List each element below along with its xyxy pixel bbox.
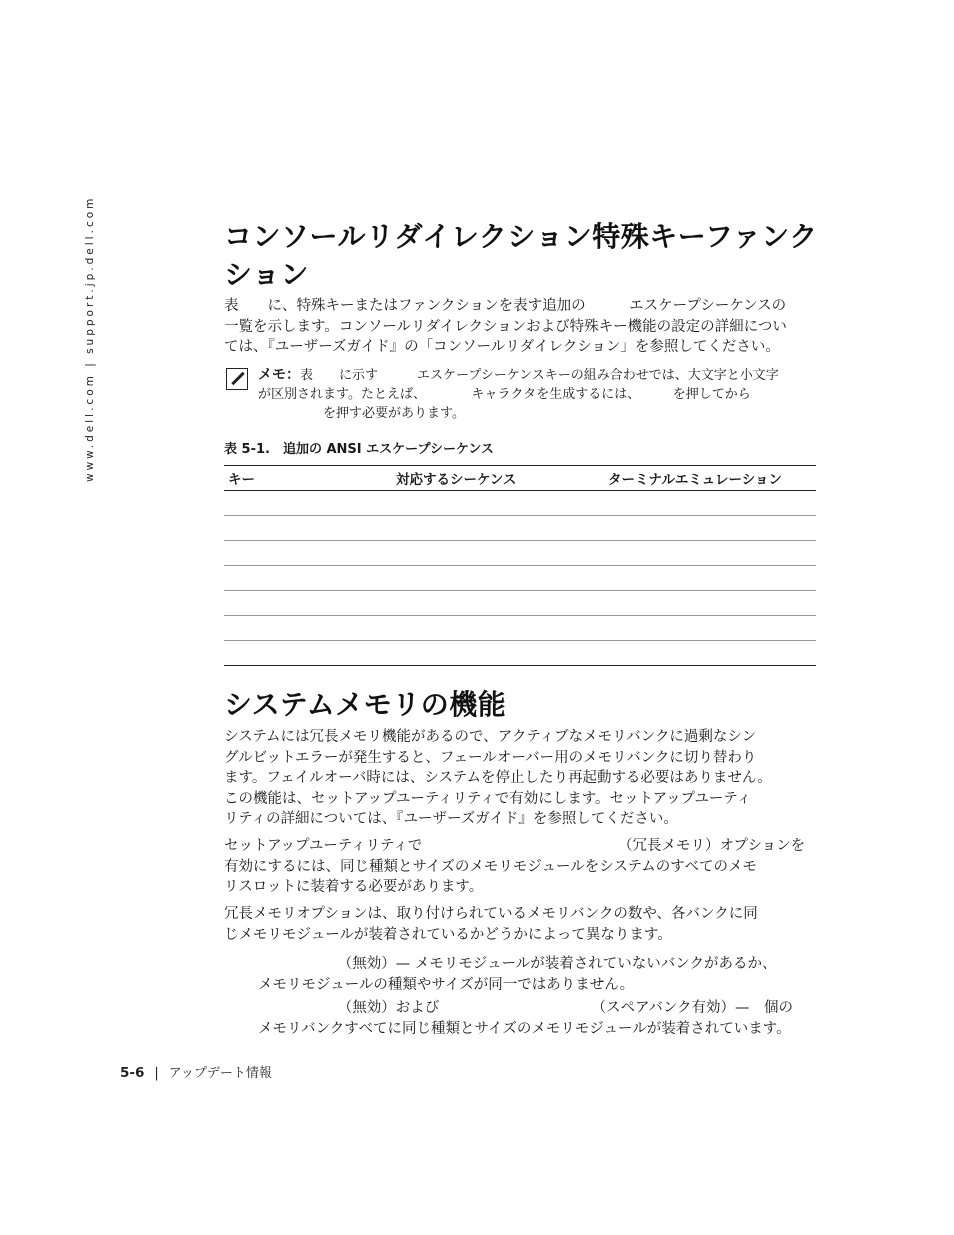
footer-separator: | (154, 1066, 159, 1081)
column-header-terminal: ターミナルエミュレーション (604, 466, 816, 491)
column-header-key: キー (224, 466, 392, 491)
section-title-console-redirection (224, 218, 824, 294)
note-line: が区別されます。たとえば、 キャラクタを生成するには、 を押してから (258, 387, 751, 402)
note-label: メモ： (258, 367, 300, 383)
footer-title: アップデート情報 (168, 1066, 272, 1081)
table-row (224, 566, 816, 591)
title-line: コンソールリダイレクション特殊キーファンク (224, 220, 818, 253)
text-line: （無効）— メモリモジュールが装着されていないバンクがあるか、 (258, 956, 777, 972)
sidebar-url: www.dell.com | support.jp.dell.com (84, 195, 96, 482)
text-line: リスロットに装着する必要があります。 (224, 879, 484, 895)
memory-item-2 (258, 998, 850, 1039)
table-row (224, 491, 816, 516)
text-line: セットアップユーティリティで （冗長メモリ）オプションを (224, 838, 806, 854)
table-row (224, 591, 816, 616)
memory-paragraph-1 (224, 727, 816, 830)
text-line: じメモリモジュールが装着されているかどうかによって異なります。 (224, 926, 672, 943)
note-line (258, 366, 816, 385)
text-line: 有効にするには、同じ種類とサイズのメモリモジュールをシステムのすべてのメモ (224, 858, 758, 875)
table-row (224, 641, 816, 666)
text-line: 一覧を示します。コンソールリダイレクションおよび特殊キー機能の設定の詳細につい (224, 318, 787, 335)
text-line: リティの詳細については、『ユーザーズガイド』を参照してください。 (224, 811, 678, 827)
text-line: グルビットエラーが発生すると、フェールオーバー用のメモリバンクに切り替わり (224, 749, 757, 766)
text-line: 表 に、特殊キーまたはファンクションを表す追加の エスケープシーケンスの (224, 298, 787, 314)
page-number: 5-6 (120, 1065, 145, 1081)
column-header-sequence: 対応するシーケンス (392, 466, 604, 491)
intro-paragraph (224, 296, 816, 358)
page-footer (120, 1062, 272, 1081)
section-title-system-memory: システムメモリの機能 (224, 688, 507, 721)
pencil-note-icon (226, 368, 248, 390)
text-line: システムには冗長メモリ機能があるので、アクティブなメモリバンクに過剰なシン (224, 729, 757, 745)
text-line: 冗長メモリオプションは、取り付けられているメモリバンクの数や、各バンクに同 (224, 906, 758, 922)
text-line: ます。フェイルオーバ時には、システムを停止したり再起動する必要はありません。 (224, 770, 772, 786)
title-line: ション (224, 258, 309, 291)
table-caption: 表 5-1. 追加の ANSI エスケープシーケンス (224, 442, 494, 457)
ansi-escape-table (224, 465, 816, 666)
note-text: 表 に示す エスケープシーケンスキーの組み合わせでは、大文字と小文字 (300, 368, 779, 383)
text-line: （無効）および （スペアバンク有効）— 個の (258, 1000, 794, 1016)
memory-paragraph-2 (224, 836, 816, 898)
text-line: メモリバンクすべてに同じ種類とサイズのメモリモジュールが装着されています。 (258, 1020, 791, 1037)
note-block (224, 366, 816, 423)
text-line: メモリモジュールの種類やサイズが同一ではありません。 (258, 976, 635, 993)
table-row (224, 616, 816, 641)
memory-paragraph-3 (224, 904, 816, 945)
table-row (224, 516, 816, 541)
memory-item-1 (258, 954, 850, 995)
note-line: を押す必要があります。 (258, 406, 465, 421)
text-line: ては、『ユーザーズガイド』の「コンソールリダイレクション」を参照してください。 (224, 339, 780, 355)
text-line: この機能は、セットアップユーティリティで有効にします。セットアップユーティ (224, 790, 752, 807)
table-row (224, 541, 816, 566)
